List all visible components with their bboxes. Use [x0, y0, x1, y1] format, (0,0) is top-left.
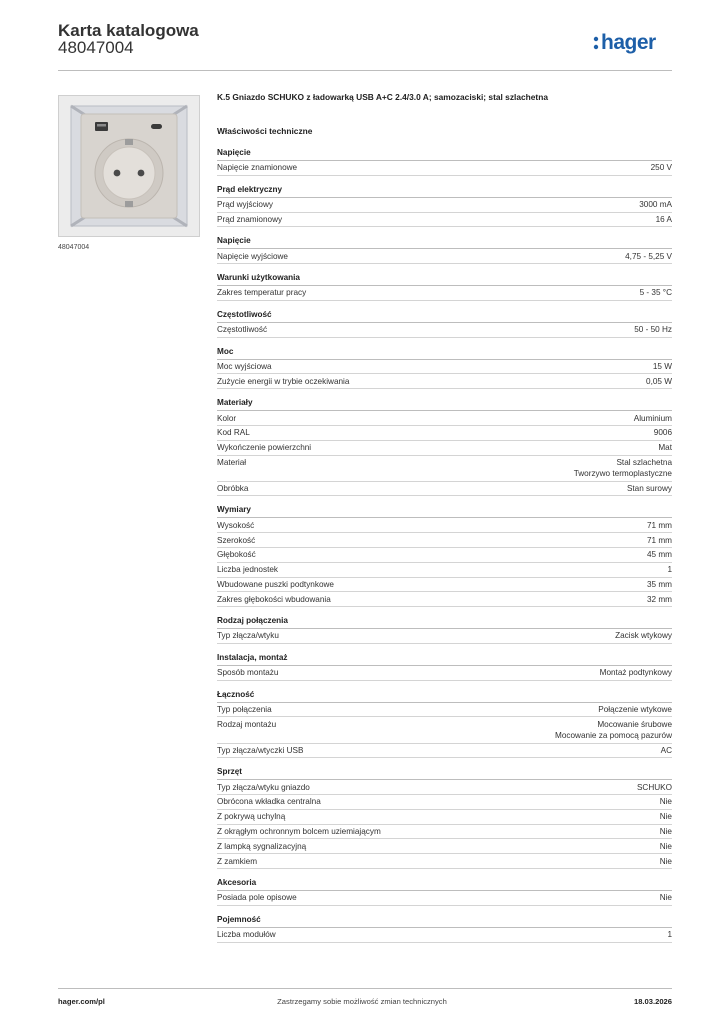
spec-row — [217, 323, 672, 338]
spec-row — [217, 161, 672, 176]
spec-value — [639, 199, 672, 210]
spec-row — [217, 795, 672, 810]
spec-value-line: 32 mm — [646, 594, 672, 604]
spec-row — [217, 578, 672, 593]
spec-section — [217, 915, 672, 943]
spec-value — [658, 442, 672, 453]
spec-value-line: Montaż podtynkowy — [599, 668, 672, 678]
spec-sections — [217, 148, 672, 943]
spec-label: Liczba modułów — [217, 930, 276, 940]
spec-value-line: Mat — [658, 443, 672, 453]
spec-value — [660, 826, 672, 837]
footer-note: Zastrzegamy sobie możliwość zmian technicznych — [277, 997, 447, 1006]
section-title: Akcesoria — [217, 878, 672, 891]
section-title: Rodzaj połączenia — [217, 616, 672, 629]
spec-label: Typ złącza/wtyku — [217, 631, 279, 641]
spec-value — [647, 579, 672, 590]
spec-row — [217, 839, 672, 854]
spec-label: Posiada pole opisowe — [217, 893, 297, 903]
spec-row — [217, 780, 672, 795]
spec-label: Szerokość — [217, 535, 256, 545]
spec-value-line: 5 - 35 °C — [639, 288, 672, 298]
spec-value-line: 9006 — [653, 428, 672, 438]
svg-text:hager: hager — [601, 31, 656, 54]
spec-label: Z zamkiem — [217, 856, 258, 866]
spec-label: Materiał — [217, 457, 247, 467]
spec-section — [217, 690, 672, 759]
spec-label: Wykończenie powierzchni — [217, 443, 312, 453]
spec-value — [615, 630, 672, 641]
spec-label: Liczba jednostek — [217, 565, 278, 575]
spec-row — [217, 533, 672, 548]
spec-label: Obrócona wkładka centralna — [217, 797, 321, 807]
spec-section — [217, 185, 672, 228]
footer-divider — [58, 988, 672, 989]
section-title: Wymiary — [217, 505, 672, 518]
section-title: Częstotliwość — [217, 310, 672, 323]
spec-section — [217, 236, 672, 264]
spec-label: Z pokrywą uchylną — [217, 812, 286, 822]
spec-value — [640, 287, 672, 298]
spec-value — [647, 535, 672, 546]
spec-row — [217, 213, 672, 228]
spec-value — [660, 796, 672, 807]
spec-row — [217, 563, 672, 578]
spec-row — [217, 854, 672, 869]
product-title: K.5 Gniazdo SCHUKO z ładowarką USB A+C 2.4/3.0 A; samozaciski; stal szlachetna — [217, 92, 548, 102]
spec-label: Z okrągłym ochronnym bolcem uziemiającym — [217, 826, 381, 836]
spec-value-line: 71 mm — [646, 535, 672, 545]
section-title: Łączność — [217, 690, 672, 703]
spec-label: Typ złącza/wtyku gniazdo — [217, 782, 310, 792]
spec-value-line: 250 V — [650, 163, 672, 173]
spec-row — [217, 441, 672, 456]
spec-value-line: 45 mm — [646, 550, 672, 560]
section-title: Materiały — [217, 398, 672, 411]
spec-section — [217, 398, 672, 496]
section-title: Napięcie — [217, 148, 672, 161]
spec-row — [217, 717, 672, 743]
spec-value-line: Połączenie wtykowe — [598, 705, 672, 714]
spec-section — [217, 653, 672, 681]
spec-label: Moc wyjściowa — [217, 361, 272, 371]
page-title: Karta katalogowa — [58, 21, 199, 40]
spec-row — [217, 810, 672, 825]
spec-value-line: Nie — [659, 893, 672, 903]
spec-value-line: 3000 mA — [639, 200, 672, 210]
section-title: Prąd elektryczny — [217, 185, 672, 198]
spec-value-line: Nie — [659, 826, 672, 836]
spec-value — [660, 856, 672, 867]
section-title: Warunki użytkowania — [217, 273, 672, 286]
spec-row — [217, 928, 672, 943]
spec-value — [634, 324, 672, 335]
spec-section — [217, 310, 672, 338]
spec-value — [555, 719, 672, 742]
spec-section — [217, 273, 672, 301]
spec-value — [660, 892, 672, 903]
spec-row — [217, 249, 672, 264]
spec-row — [217, 374, 672, 389]
spec-section — [217, 878, 672, 906]
spec-value — [660, 811, 672, 822]
spec-row — [217, 629, 672, 644]
section-title: Moc — [217, 347, 672, 360]
spec-value-line: Stal szlachetna — [616, 457, 672, 467]
spec-label: Zakres temperatur pracy — [217, 288, 307, 298]
spec-value-line: SCHUKO — [636, 782, 672, 792]
spec-value-line: Nie — [659, 856, 672, 866]
spec-value — [646, 376, 672, 387]
spec-value-line: Aluminium — [633, 413, 672, 423]
spec-label: Typ połączenia — [217, 705, 272, 714]
spec-row — [217, 456, 672, 482]
spec-value — [653, 361, 672, 372]
spec-row — [217, 744, 672, 759]
spec-value-line: AC — [660, 745, 672, 755]
footer-date: 18.03.2026 — [633, 997, 672, 1006]
header-divider — [58, 70, 672, 71]
section-title: Pojemność — [217, 915, 672, 928]
spec-section — [217, 347, 672, 390]
spec-value — [651, 162, 672, 173]
spec-value — [667, 929, 672, 940]
spec-value-line: 16 A — [655, 214, 672, 224]
spec-label: Kolor — [217, 413, 237, 423]
hager-logo — [592, 27, 672, 57]
spec-label: Prąd wyjściowy — [217, 200, 273, 210]
spec-sheet — [217, 92, 672, 943]
spec-value-line: 1 — [667, 565, 672, 575]
spec-value — [647, 594, 672, 605]
spec-row — [217, 482, 672, 497]
spec-value-line: 1 — [667, 930, 672, 940]
spec-value-line: Mocowanie śrubowe — [597, 719, 672, 729]
spec-label: Prąd znamionowy — [217, 214, 283, 224]
spec-row — [217, 518, 672, 533]
spec-row — [217, 592, 672, 607]
spec-section — [217, 616, 672, 644]
spec-row — [217, 825, 672, 840]
spec-row — [217, 360, 672, 375]
spec-section — [217, 505, 672, 607]
spec-label: Wbudowane puszki podtynkowe — [217, 579, 334, 589]
section-title: Napięcie — [217, 236, 672, 249]
product-code: 48047004 — [58, 38, 134, 57]
spec-row — [217, 548, 672, 563]
spec-value — [654, 427, 672, 438]
spec-section — [217, 148, 672, 176]
spec-row — [217, 666, 672, 681]
spec-value — [625, 251, 672, 262]
spec-value-line: Nie — [659, 841, 672, 851]
spec-value-line: 0,05 W — [646, 376, 672, 386]
spec-value — [627, 483, 672, 494]
spec-value-line: Zacisk wtykowy — [615, 631, 672, 641]
spec-value-line: 35 mm — [646, 579, 672, 589]
spec-value — [647, 520, 672, 531]
spec-label: Z lampką sygnalizacyjną — [217, 841, 307, 851]
spec-value — [634, 413, 672, 424]
spec-section — [217, 767, 672, 869]
spec-value-line: 50 - 50 Hz — [634, 325, 672, 335]
section-title: Instalacja, montaż — [217, 653, 672, 666]
spec-label: Obróbka — [217, 483, 249, 493]
spec-value-line: Mocowanie za pomocą pazurów — [555, 731, 672, 741]
product-image — [58, 95, 200, 237]
spec-row — [217, 411, 672, 426]
spec-label: Częstotliwość — [217, 325, 268, 335]
spec-value-line: Nie — [659, 797, 672, 807]
spec-row — [217, 198, 672, 213]
spec-value — [647, 549, 672, 560]
spec-value — [574, 457, 672, 480]
spec-value — [661, 745, 672, 756]
spec-label: Kod RAL — [217, 428, 250, 438]
spec-value — [600, 667, 672, 678]
spec-value — [667, 564, 672, 575]
spec-label: Wysokość — [217, 520, 255, 530]
spec-value-line: Nie — [659, 812, 672, 822]
spec-value-line: 15 W — [652, 361, 672, 371]
spec-label: Zakres głębokości wbudowania — [217, 594, 331, 604]
spec-value-line: 71 mm — [646, 520, 672, 530]
spec-row — [217, 703, 672, 718]
spec-label: Zużycie energii w trybie oczekiwania — [217, 376, 350, 386]
spec-label: Sposób montażu — [217, 668, 279, 678]
spec-value-line: Tworzywo termoplastyczne — [573, 469, 672, 479]
spec-value — [598, 704, 672, 715]
spec-value — [660, 841, 672, 852]
spec-label: Typ złącza/wtyczki USB — [217, 745, 304, 755]
spec-value-line: Stan surowy — [626, 483, 672, 493]
spec-label: Głębokość — [217, 550, 256, 560]
spec-row — [217, 891, 672, 906]
spec-row — [217, 426, 672, 441]
spec-heading: Właściwości techniczne — [217, 126, 313, 136]
spec-label: Napięcie znamionowe — [217, 163, 298, 173]
spec-label: Rodzaj montażu — [217, 719, 277, 729]
section-title: Sprzęt — [217, 767, 672, 780]
footer-url[interactable]: hager.com/pl — [58, 997, 105, 1006]
image-caption: 48047004 — [58, 244, 90, 251]
spec-value — [637, 782, 672, 793]
spec-value-line: 4,75 - 5,25 V — [625, 251, 672, 261]
spec-row — [217, 286, 672, 301]
spec-label: Napięcie wyjściowe — [217, 251, 288, 261]
spec-value — [656, 214, 672, 225]
